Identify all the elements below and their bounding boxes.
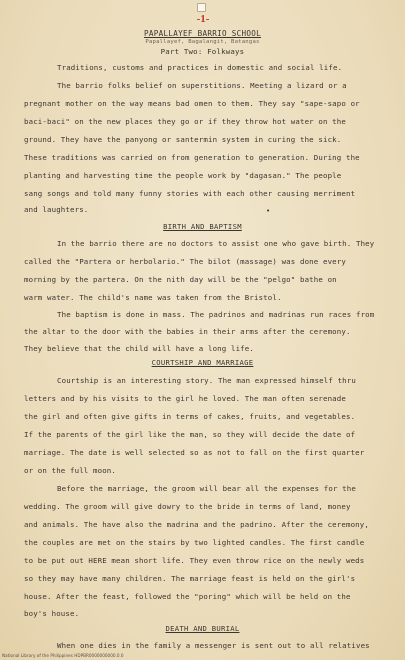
- body-line: boy's house.: [24, 609, 80, 618]
- body-line: the girl and often give gifts in terms of cakes, fruits, and vegetables.: [24, 412, 356, 421]
- body-line: They believe that the child will have a long life.: [24, 344, 254, 353]
- school-title: PAPALLAYEF BARRIO SCHOOL: [144, 29, 261, 38]
- body-line: baci-baci" on the new places they go or if they throw hot water on the: [24, 117, 346, 126]
- body-line: These traditions was carried on from generation to generation. During the: [24, 153, 360, 162]
- body-line: and laughters.: [24, 205, 89, 214]
- body-line: pregnant mother on the way means bad omen to them. They say "sape-sapo or: [24, 99, 360, 108]
- body-line: or on the full moon.: [24, 466, 116, 475]
- body-line: Before the marriage, the groom will bear all the expenses for the: [57, 484, 356, 493]
- body-line: When one dies in the family a messenger is sent out to all relatives: [57, 641, 370, 650]
- section-heading-birth: BIRTH AND BAPTISM: [163, 222, 242, 231]
- body-line: wedding. The groom will give dowry to the bride in terms of land, money: [24, 502, 351, 511]
- body-line: warm water. The child's name was taken from the Bristol.: [24, 293, 282, 302]
- body-line: sang songs and told many funny stories with each other causing merriment: [24, 189, 356, 198]
- body-line: The barrio folks belief on superstitions. Meeting a lizard or a: [57, 81, 347, 90]
- body-line: ground. They have the panyong or santermin system in curing the sick.: [24, 135, 342, 144]
- part-title: Part Two: Folkways: [160, 47, 245, 56]
- body-line: letters and by his visits to the girl he loved. The man often serenade: [24, 394, 346, 403]
- section-heading-death: DEATH AND BURIAL: [165, 624, 240, 633]
- section-heading-courtship: COURTSHIP AND MARRIAGE: [151, 358, 254, 367]
- body-line: The baptism is done in mass. The padrinos and madrinas run races from: [57, 310, 375, 319]
- body-line: planting and harvesting time the people work by "dagasan." The people: [24, 171, 342, 180]
- body-line: to be put out HERE mean short life. They even throw rice on the newly weds: [24, 556, 365, 565]
- archive-footer: National Library of the Philippines HDPBR0000000000.0.0: [2, 653, 124, 658]
- body-line: If the parents of the girl like the man, so they will decide the date of: [24, 430, 356, 439]
- body-line: Traditions, customs and practices in domestic and social life.: [57, 63, 343, 72]
- body-line: so they may have many children. The marriage feast is held on the girl's: [24, 574, 356, 583]
- school-location: Papallayef, Bagalangit, Batangas: [145, 39, 260, 45]
- page-number-mark: -1-: [196, 13, 210, 25]
- ink-dot: •: [266, 207, 271, 215]
- body-line: house. After the feast, followed the "poring" which will be held on the: [24, 592, 351, 601]
- body-line: the couples are met on the stairs by two lighted candles. The first candle: [24, 538, 365, 547]
- punch-hole: [197, 3, 206, 12]
- body-line: marriage. The date is well selected so as not to fall on the first quarter: [24, 448, 365, 457]
- body-line: called the "Partera or herbolario." The bilot (massage) was done every: [24, 257, 346, 266]
- body-line: Courtship is an interesting story. The man expressed himself thru: [57, 376, 356, 385]
- body-line: and animals. The have also the madrina and the padrino. After the ceremony,: [24, 520, 369, 529]
- body-line: morning by the partera. On the nith day will be the "pelgo" bathe on: [24, 275, 337, 284]
- body-line: the altar to the door with the babies in their arms after the ceremony.: [24, 327, 351, 336]
- body-line: In the barrio there are no doctors to assist one who gave birth. They: [57, 239, 375, 248]
